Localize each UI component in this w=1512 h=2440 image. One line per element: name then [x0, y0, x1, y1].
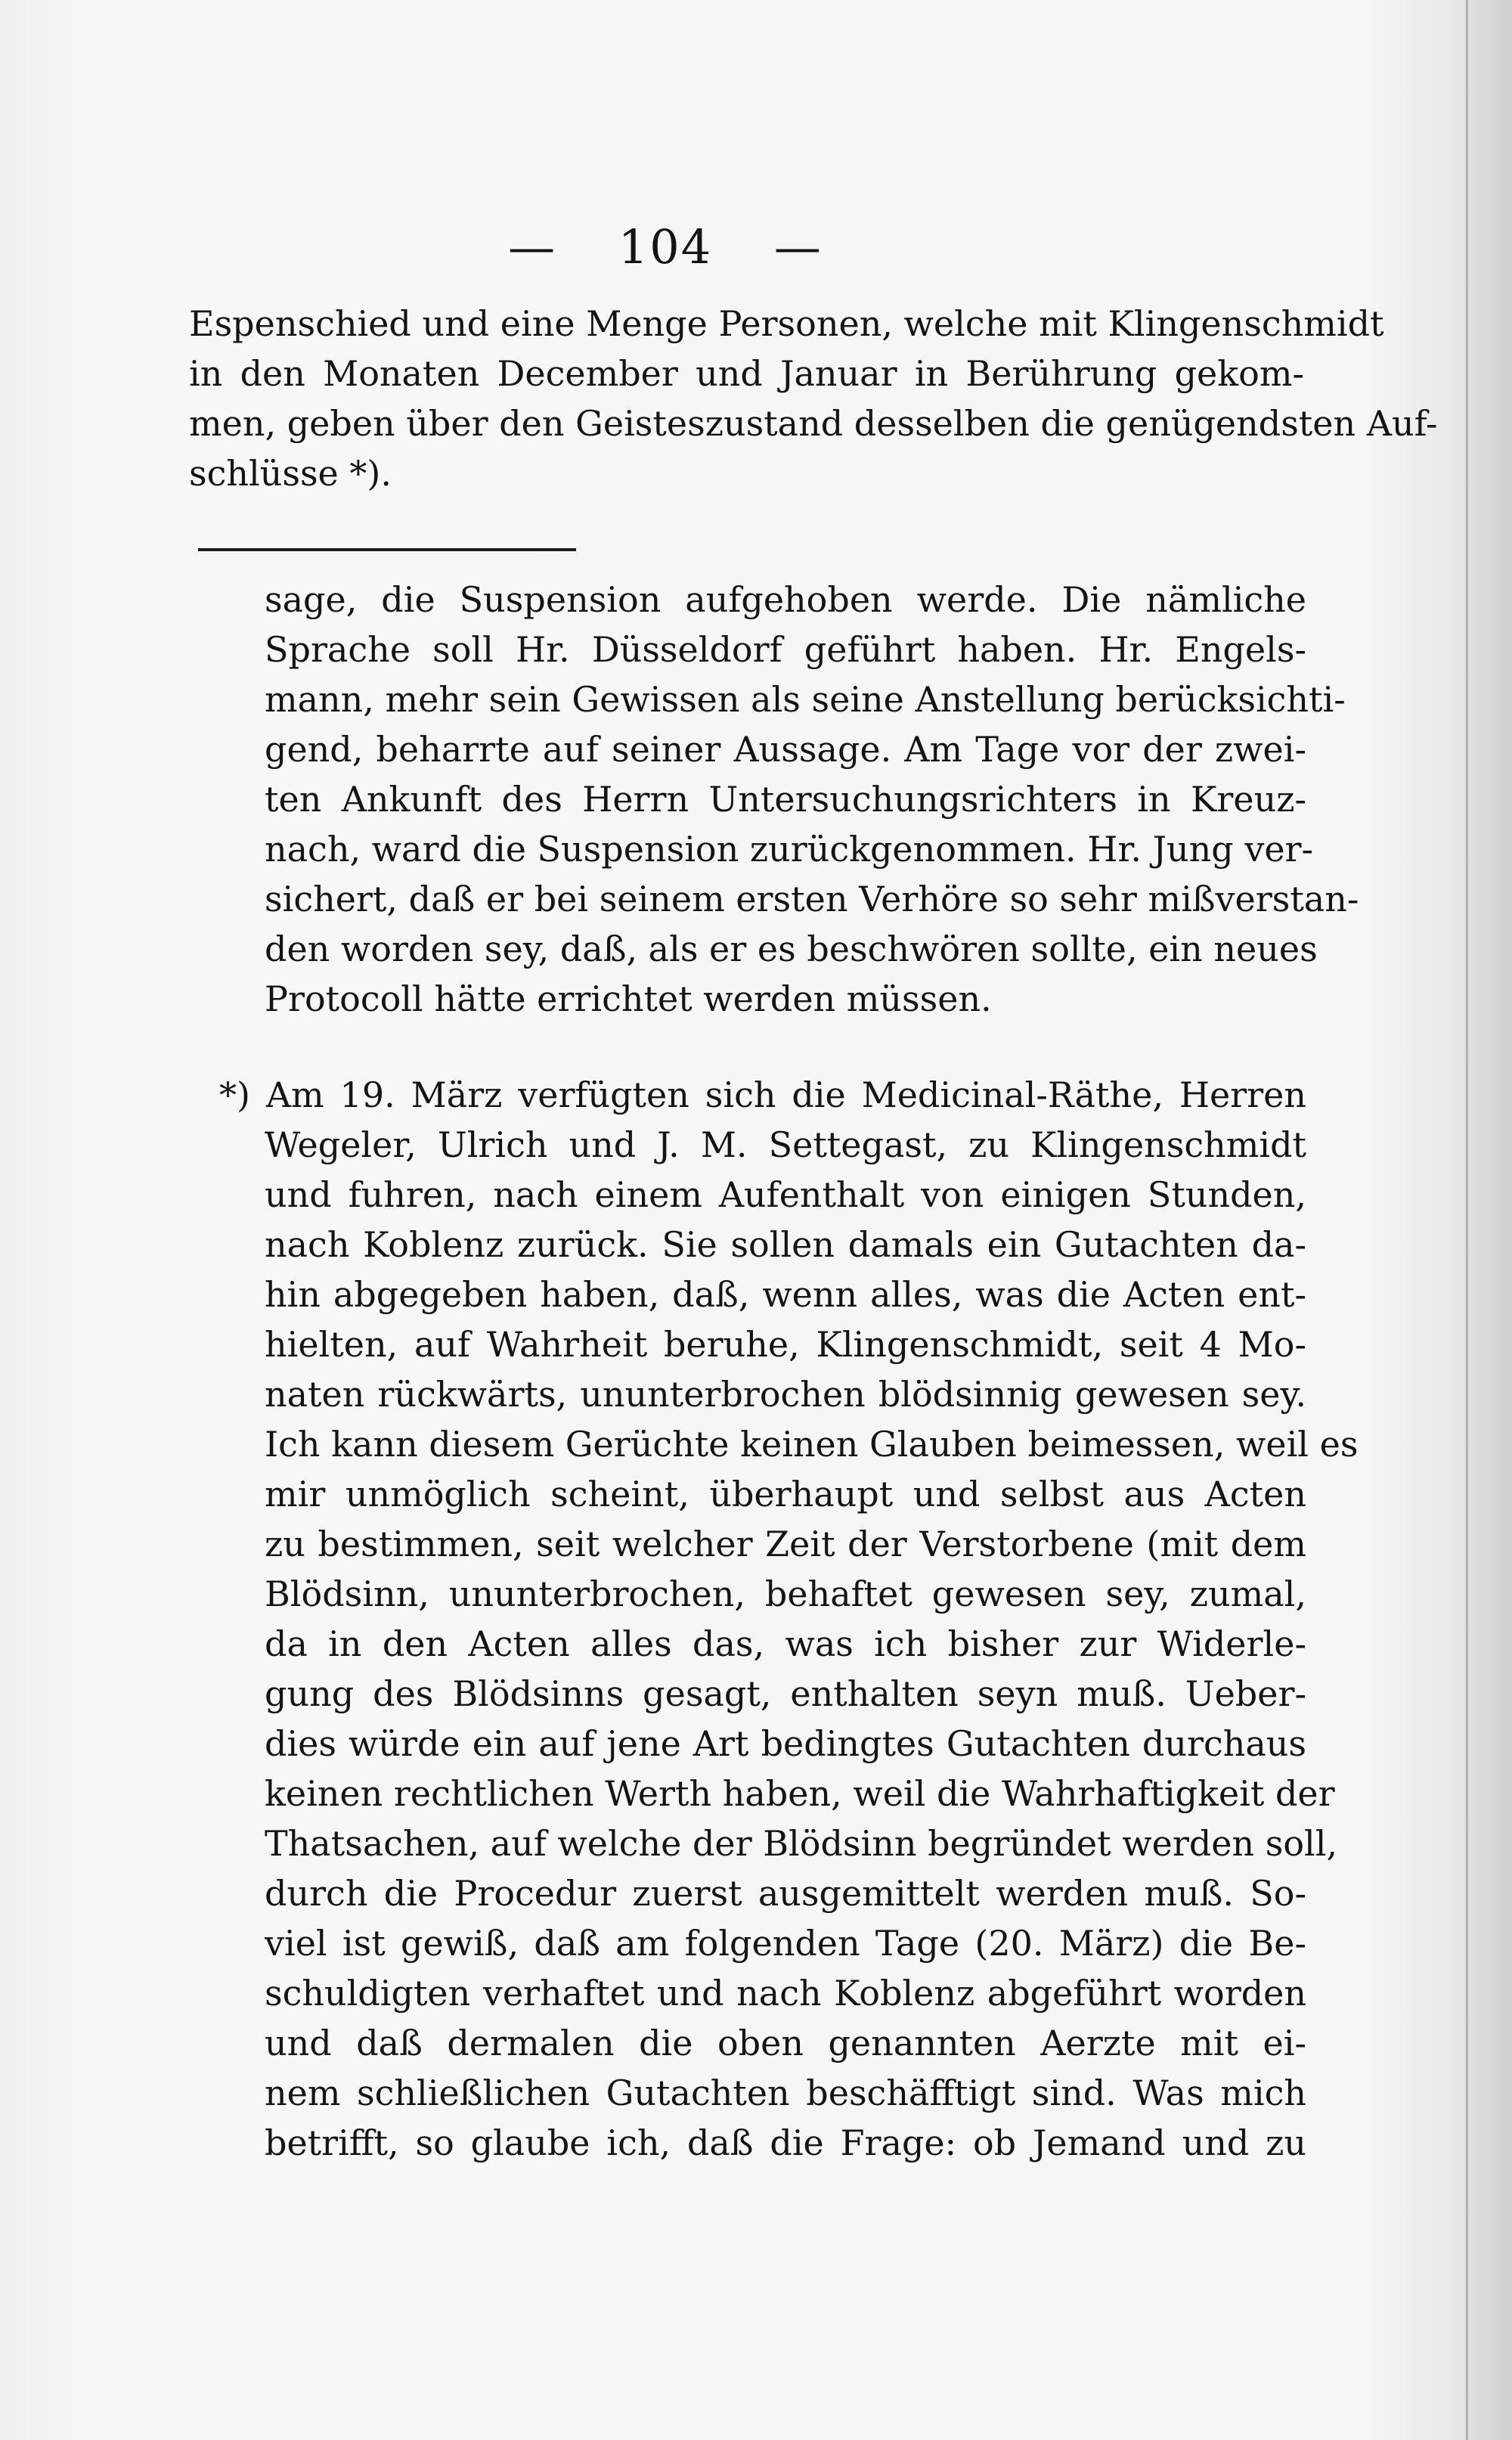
footnote-line: nach Koblenz zurück. Sie sollen damals ein Gutachten da-: [265, 1224, 1306, 1265]
footnote-line: betrifft, so glaube ich, daß die Frage: ob Jemand und zu: [265, 2122, 1306, 2163]
footnote-line: nach, ward die Suspension zurückgenommen. Hr. Jung ver-: [265, 829, 1314, 870]
main-paragraph: [189, 299, 1438, 498]
footnote-line: und daß dermalen die oben genannten Aerzte mit ei-: [265, 2023, 1306, 2063]
footnote-separator: [198, 548, 576, 551]
footnote-line: hin abgegeben haben, daß, wenn alles, was die Acten ent-: [265, 1274, 1306, 1315]
footnote-line: dies würde ein auf jene Art bedingtes Gutachten durchaus: [265, 1723, 1306, 1764]
text-line: in den Monaten December und Januar in Berührung gekom-: [189, 353, 1304, 394]
text-line: men, geben über den Geisteszustand desselben die genügendsten Auf-: [189, 403, 1438, 444]
footnote-line: hielten, auf Wahrheit beruhe, Klingenschmidt, seit 4 Mo-: [265, 1324, 1306, 1365]
footnote: [219, 1070, 1359, 2168]
header-dash-right: —: [773, 219, 823, 274]
footnote-line: und fuhren, nach einem Aufenthalt von einigen Stunden,: [265, 1174, 1306, 1215]
footnote-line: *) Am 19. März verfügten sich die Medicinal-Räthe, Herren: [219, 1074, 1306, 1115]
footnote-line: da in den Acten alles das, was ich bisher zur Widerle-: [265, 1623, 1306, 1664]
footnote-line: durch die Procedur zuerst ausgemittelt werden muß. So-: [265, 1873, 1306, 1914]
footnote-line: Protocoll hätte errichtet werden müssen.: [265, 978, 992, 1019]
footnote-line: keinen rechtlichen Werth haben, weil die Wahrhaftigkeit der: [265, 1773, 1335, 1814]
text-line: Espenschied und eine Menge Personen, welche mit Klingenschmidt: [189, 303, 1384, 344]
header-dash-left: —: [508, 219, 557, 274]
footnote-line: mir unmöglich scheint, überhaupt und selbst aus Acten: [265, 1474, 1306, 1515]
footnote-line: schuldigten verhaftet und nach Koblenz abgeführt worden: [265, 1973, 1306, 2014]
footnote-line: sichert, daß er bei seinem ersten Verhöre so sehr mißverstan-: [265, 879, 1359, 919]
footnote-line: Sprache soll Hr. Düsseldorf geführt haben. Hr. Engels-: [265, 629, 1306, 670]
footnote-line: Ich kann diesem Gerüchte keinen Glauben beimessen, weil es: [265, 1424, 1359, 1465]
footnote-line: naten rückwärts, ununterbrochen blödsinnig gewesen sey.: [265, 1374, 1306, 1415]
continued-footnote: [265, 575, 1359, 1024]
text-line: schlüsse *).: [189, 453, 392, 494]
page-header: [0, 219, 1331, 274]
footnote-line: viel ist gewiß, daß am folgenden Tage (20. März) die Be-: [265, 1923, 1306, 1964]
page-edge: [1466, 0, 1468, 2440]
footnote-line: Thatsachen, auf welche der Blödsinn begründet werden soll,: [265, 1823, 1338, 1864]
footnote-line: Blödsinn, ununterbrochen, behaftet gewesen sey, zumal,: [265, 1573, 1306, 1614]
page-number: 104: [618, 219, 713, 274]
footnote-line: nem schließlichen Gutachten beschäfftigt sind. Was mich: [265, 2073, 1306, 2113]
footnote-line: den worden sey, daß, als er es beschwören sollte, ein neues: [265, 929, 1318, 969]
footnote-line: sage, die Suspension aufgehoben werde. Die nämliche: [265, 579, 1306, 620]
footnote-line: zu bestimmen, seit welcher Zeit der Verstorbene (mit dem: [265, 1524, 1306, 1564]
footnote-line: gend, beharrte auf seiner Aussage. Am Tage vor der zwei-: [265, 729, 1306, 770]
footnote-line: gung des Blödsinns gesagt, enthalten seyn muß. Ueber-: [265, 1673, 1306, 1714]
footnote-line: mann, mehr sein Gewissen als seine Anstellung berücksichti-: [265, 679, 1346, 720]
footnote-line: ten Ankunft des Herrn Untersuchungsrichters in Kreuz-: [265, 779, 1306, 820]
footnote-line: Wegeler, Ulrich und J. M. Settegast, zu Klingenschmidt: [265, 1124, 1306, 1165]
